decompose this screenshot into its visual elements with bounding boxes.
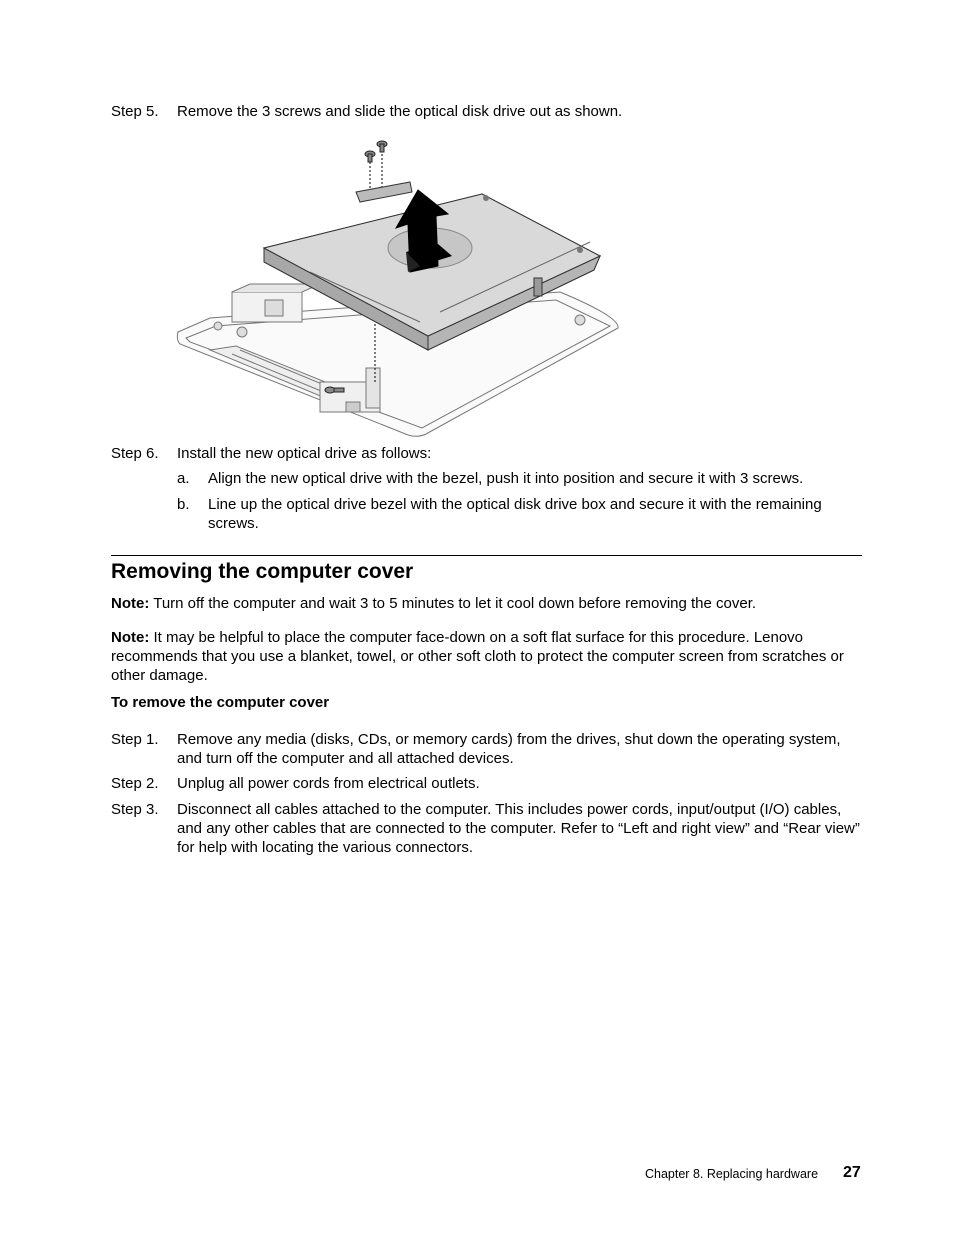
step-label: Step 2. xyxy=(111,775,159,792)
substep-label: a. xyxy=(177,470,190,487)
substep-text: Align the new optical drive with the bezel, push it into position and secure it with 3 screws. xyxy=(208,470,804,487)
procedure-title: To remove the computer cover xyxy=(111,694,330,711)
step-text: Disconnect all cables attached to the computer. This includes power cords, input/output (I/O) cables, and any other cables that are connected to the computer. Refer to “Left and right view” and “Rear view” for help with locating the various connectors. xyxy=(177,801,860,856)
step-label: Step 3. xyxy=(111,801,159,818)
note-label: Note: xyxy=(111,595,150,612)
footer-chapter: Chapter 8. Replacing hardware xyxy=(645,1167,819,1181)
step-text: Unplug all power cords from electrical outlets. xyxy=(177,775,480,792)
section-divider xyxy=(111,555,862,556)
step-text: Install the new optical drive as follows: xyxy=(177,445,432,462)
substep-text: Line up the optical drive bezel with the optical disk drive box and secure it with the remaining screws. xyxy=(208,496,822,532)
step-label: Step 5. xyxy=(111,103,159,120)
step-label: Step 6. xyxy=(111,445,159,462)
note-text: Turn off the computer and wait 3 to 5 minutes to let it cool down before removing the cover. xyxy=(149,595,757,612)
step-label: Step 1. xyxy=(111,731,159,748)
step-text: Remove the 3 screws and slide the optical disk drive out as shown. xyxy=(177,103,623,120)
note-face-down xyxy=(111,628,863,685)
note-label: Note: xyxy=(111,629,150,646)
page-number: 27 xyxy=(843,1164,861,1181)
note-cool-down xyxy=(111,594,863,613)
step-text: Remove any media (disks, CDs, or memory cards) from the drives, shut down the operating system, and turn off the computer and all attached devices. xyxy=(177,731,841,767)
section-heading: Removing the computer cover xyxy=(111,560,414,583)
note-text: It may be helpful to place the computer face-down on a soft flat surface for this procedure. Lenovo recommends that you use a blanket, towel, or other soft cloth to protect the computer screen from scratches or other damage. xyxy=(111,629,844,684)
substep-label: b. xyxy=(177,496,190,513)
optical-drive-removal-illustration xyxy=(170,132,630,444)
